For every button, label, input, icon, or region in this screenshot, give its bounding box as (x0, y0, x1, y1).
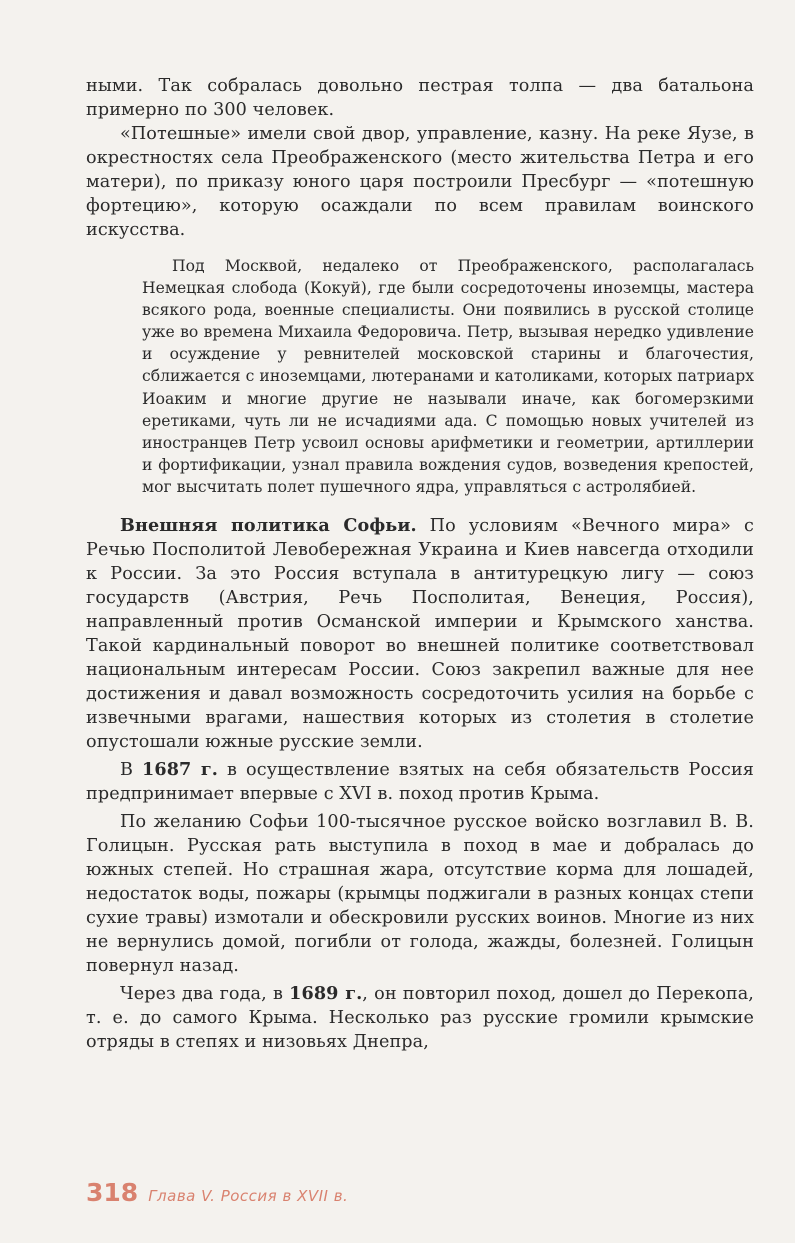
paragraph-2: «Потешные» имели свой двор, управление, казну. На реке Яузе, в окрестностях села Преображенского (место жительства Петра и его матери), по приказу юного царя построили Пресбург — «потешную фортецию», которую осаждали по всем правилам воинского искусства. (86, 124, 754, 240)
paragraph-foreign-policy (86, 514, 754, 754)
paragraph-foreign-policy-text: По условиям «Вечного мира» с Речью Посполитой Левобережная Украина и Киев навсегда отходили к России. За это Россия вступала в антитурецкую лигу — союз государств (Австрия, Речь Посполитая, Венеция, Россия), направленный против Османской империи и Крымского ханства. Такой кардинальный поворот во внешней политике соответствовал национальным интересам России. Союз закрепил важные для нее достижения и давал возможность сосредоточить усилия на борьбе с извечными врагами, нашествия которых из столетия в столетие опустошали южные русские земли. (86, 515, 754, 752)
paragraph-1689-text: , он повторил поход, дошел до Перекопа, т. е. до самого Крыма. Несколько раз русские громили крымские отряды в степях и низовьях Днепра, (86, 983, 754, 1052)
paragraph-1687-text: в осуществление взятых на себя обязательств Россия предпринимает впервые с XVI в. поход против Крыма. (86, 759, 754, 804)
paragraph-golitsyn: По желанию Софьи 100-тысячное русское войско возглавил В. В. Голицын. Русская рать выступила в поход в мае и добралась до южных степей. Но страшная жара, отсутствие корма для лошадей, недостаток воды, пожары (крымцы поджигали в разных концах степи сухие травы) измотали и обескровили русских воинов. Многие из них не вернулись домой, погибли от голода, жажды, болезней. Голицын повернул назад. (86, 811, 754, 976)
inset-paragraph: Под Москвой, недалеко от Преображенского, располагалась Немецкая слобода (Кокуй), где были сосредоточены иноземцы, мастера всякого рода, военные специалисты. Они появились в русской столице уже во времена Михаила Федоровича. Петр, вызывая нередко удивление и осуждение у ревнителей московской старины и благочестия, сближается с иноземцами, лютеранами и католиками, которых патриарх Иоаким и многие другие не называли иначе, как богомерзкими еретиками, чуть ли не исчадиями ада. С помощью новых учителей из иностранцев Петр усвоил основы арифметики и геометрии, артиллерии и фортификации, узнал правила вождения судов, возведения крепостей, мог высчитать полет пушечного ядра, управляться с астролябией. (142, 257, 754, 496)
page-footer (86, 1178, 348, 1207)
paragraph-1: ными. Так собралась довольно пестрая толпа — два батальона примерно по 300 человек. (86, 76, 754, 120)
paragraph-1689-pre: Через два года, в (120, 983, 290, 1004)
paragraph-1687-pre: В (120, 759, 143, 780)
paragraph-1687 (86, 758, 754, 806)
section-heading: Внешняя политика Софьи. (120, 514, 417, 536)
page-body (86, 74, 754, 1054)
year-1689: 1689 г. (289, 982, 363, 1004)
paragraph-1689 (86, 982, 754, 1054)
year-1687: 1687 г. (142, 758, 219, 780)
page-number: 318 (86, 1178, 139, 1207)
running-title: Глава V. Россия в XVII в. (148, 1187, 349, 1205)
